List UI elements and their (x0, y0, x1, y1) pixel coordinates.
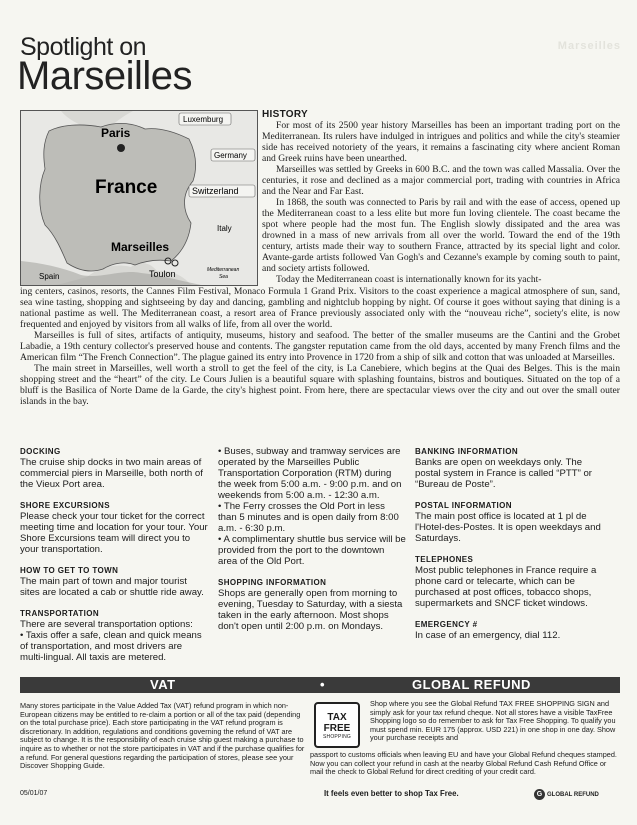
transportation-shuttle: • A complimentary shuttle bus service will be provided from the port to the downtown area of the Old Port. (218, 534, 406, 567)
header-ghost-text: Marseilles (557, 40, 621, 52)
telephones-heading: TELEPHONES (415, 555, 474, 564)
transportation-ferry: • The Ferry crosses the Old Port in less than 5 minutes and is open daily from 8:00 a.m. - 6:30 p.m. (218, 501, 399, 534)
vat-banner-separator: • (320, 677, 325, 692)
page-title: Marseilles (17, 54, 193, 98)
map-label-switzerland: Switzerland (192, 186, 239, 196)
history-paragraph-2: Marseilles was settled by Greeks in 600 B.C. and the town was called Massalia. Over the centuries, it rose and declined as a major commercial port, trading with countries in Africa and the Near and Far East. (262, 164, 620, 197)
map-label-sea-line1: Mediterranean (207, 267, 240, 273)
history-paragraph-6: The main street in Marseilles, well worth a stroll to get the feel of the city, is La Canebiere, which begins at the Quai des Belges. This is the main shopping street and the “heart” of the city. Le Cours Julien is a beautiful square with splashing fountains, bistros and boutiques. Situated on the top of a bluff is the Basilica of Norte Dame de la Garde, the city's highest point. From here, there are spectacular views over the city and out over the small outer islands in the bay. (20, 363, 620, 407)
transportation-buses: • Buses, subway and tramway services are operated by the Marseilles Public Transportation Corporation (RTM) during the week from 5:00 a.m. - 9:00 p.m. and on weekends from 5:00 a.m. - 12:30 a.m. (218, 446, 402, 501)
title-prefix: Spotlight on (20, 33, 147, 61)
history-paragraph-1: For most of its 2500 year history Marseilles has been an important trading port on the Mediterranean. Its rulers have indulged in intrigues and politics and while the city's steamier side has received notoriety of the years, it remains a fascinating city where ancient Roman and Greek ruins have been unearthed. (262, 120, 620, 164)
how-to-get-to-town-heading: HOW TO GET TO TOWN (20, 566, 119, 575)
vat-info-text: Many stores participate in the Value Added Tax (VAT) refund program in which non-European citizens may be entitled to re-claim a portion or all of the tax paid (depending on the total purchase price). Each store participating in the VAT refund program is discretionary. In addition, regulations and conditions governing the refund of VAT are subject to change. It is the responsibility of each cruise ship guest making a purchase to inquire as to whether or not the store participates in VAT and if the purchase qualifies for a refund. For general questions regarding the participation of stores, please see your Discover Shopping Guide. (20, 701, 305, 771)
tax-free-logo-word2: FREE (323, 723, 351, 734)
map-label-toulon: Toulon (149, 269, 176, 279)
global-refund-logo (534, 789, 599, 800)
shore-excursions-text: Please check your tour ticket for the correct meeting time and location for your tour. Your Shore Excursions team will direct you to your transportation. (20, 511, 208, 555)
banking-heading: BANKING INFORMATION (415, 447, 518, 456)
vat-banner (20, 677, 620, 693)
history-paragraph-4-start: Today the Mediterranean coast is internationally known for its yacht- (276, 274, 542, 285)
vat-banner-left: VAT (150, 677, 176, 692)
map-paris-marker (117, 144, 125, 152)
postal-heading: POSTAL INFORMATION (415, 501, 512, 510)
map-label-france: France (95, 177, 158, 198)
map-label-paris: Paris (101, 126, 131, 140)
map-label-sea-line2: Sea (219, 274, 228, 280)
map-label-spain: Spain (39, 272, 60, 281)
emergency-heading: EMERGENCY # (415, 620, 478, 629)
shore-excursions-heading: SHORE EXCURSIONS (20, 501, 110, 510)
tax-free-logo-word1: TAX (327, 712, 347, 723)
global-refund-text-cont: passport to customs officials when leaving EU and have your Global Refund cheques stamped. Now you can collect your refund in cash at the nearby Global Refund Cash Refund Office or mail the check to Global Refund for direct crediting of your credit card. (310, 750, 617, 777)
tax-free-logo (314, 702, 360, 748)
map-label-marseilles: Marseilles (111, 240, 170, 254)
region-map (20, 110, 258, 286)
tax-free-logo-sub: SHOPPING (323, 734, 351, 740)
info-column-1 (20, 446, 208, 663)
history-paragraph-5: Marseilles is full of sites, artifacts of antiquity, museums, history and seafood. The better of the smaller museums are the Cantini and the Grobet Labadie, a 19th century collector's preserved house and contents. The gangster reputation came from the old days, accented by many French films and the American film “The French Connection”. The plague gained its entry into Provence in 1720 from a ship of silk and cotton that was unloaded at Marseilles. (20, 330, 620, 363)
global-refund-text: Shop where you see the Global Refund TAX FREE SHOPPING SIGN and simply ask for your tax refund cheque. Not all stores have a visible TaxFree Shopping logo so do remember to ask for Tax Free Shopping. To qualify you must spend min. EUR 175 (approx. USD 221) in one shop in one day. Show your purchase receipts and (370, 699, 616, 743)
docking-text: The cruise ship docks in two main areas of commercial piers in Marseille, both north of the Vieux Port area. (20, 457, 203, 490)
map-label-italy: Italy (217, 224, 232, 233)
print-date: 05/01/07 (20, 790, 48, 797)
map-label-germany: Germany (214, 151, 247, 160)
history-text-narrow (262, 120, 620, 285)
info-column-2 (218, 446, 406, 642)
shopping-text: Shops are generally open from morning to evening, Tuesday to Saturday, with a siesta taken in the early afternoon. Most shops don't open until 2:00 p.m. on Mondays. (218, 588, 403, 632)
transportation-intro: There are several transportation options: (20, 619, 193, 630)
history-heading: HISTORY (262, 109, 308, 120)
how-to-get-to-town-text: The main part of town and major tourist sites are located a cab or shuttle ride away. (20, 576, 204, 598)
history-paragraph-4-end: ing centers, casinos, resorts, the Cannes Film Festival, Monaco Formula 1 Grand Prix. Visitors to the coast experience a magical atmosphere of sun, sand, sea wine tasting, shopping and sightseeing by day and dancing, gambling and nightclub hopping by night. Of course it goes without saying that dining is a national pastime as well. The Mediterranean coast, a resort area of France previously associated only with the “nouveau riche”, society's elite, is now frequented and enjoyed by visitors from all walks of life, from all over the world. (20, 286, 620, 330)
transportation-heading: TRANSPORTATION (20, 609, 100, 618)
emergency-text: In case of an emergency, dial 112. (415, 630, 561, 641)
banking-text: Banks are open on weekdays only. The postal system in France is called “PTT” or “Bureau de Poste”. (415, 457, 593, 490)
history-paragraph-3: In 1868, the south was connected to Paris by rail and with the ease of access, opened up the Mediterranean coast to a less elite but more fun loving clientele. The coast became the spot where people had the most fun. The English slowly dissipated and the area was drowned in a mass of new arrivals from all over the world. Toward the end of the 19th century, artists made their way to southern France, attracted by its special light and color. Avante-garde artists followed Van Gogh's and Cezanne's example by coming south to paint, and society artists followed. (262, 197, 620, 274)
history-text-wide (20, 286, 620, 407)
telephones-text: Most public telephones in France require a phone card or telecarte, which can be purchased at post offices, tobacco shops, supermarkets and SNCF ticket windows. (415, 565, 597, 609)
map-label-luxemburg: Luxemburg (183, 115, 224, 124)
global-refund-brand: GLOBAL REFUND (547, 792, 599, 799)
vat-banner-right: GLOBAL REFUND (412, 677, 531, 692)
postal-text: The main post office is located at 1 pl de l'Hotel-des-Postes. It is open weekdays and Saturdays. (415, 511, 601, 544)
shopping-heading: SHOPPING INFORMATION (218, 578, 327, 587)
global-refund-mark-icon: G (534, 789, 545, 800)
docking-heading: DOCKING (20, 447, 61, 456)
map-graphic (21, 111, 257, 285)
transportation-taxis: • Taxis offer a safe, clean and quick means of transportation, and most drivers are multi-lingual. All taxis are metered. (20, 630, 202, 663)
info-column-3 (415, 446, 605, 651)
tax-free-tagline: It feels even better to shop Tax Free. (324, 789, 459, 798)
